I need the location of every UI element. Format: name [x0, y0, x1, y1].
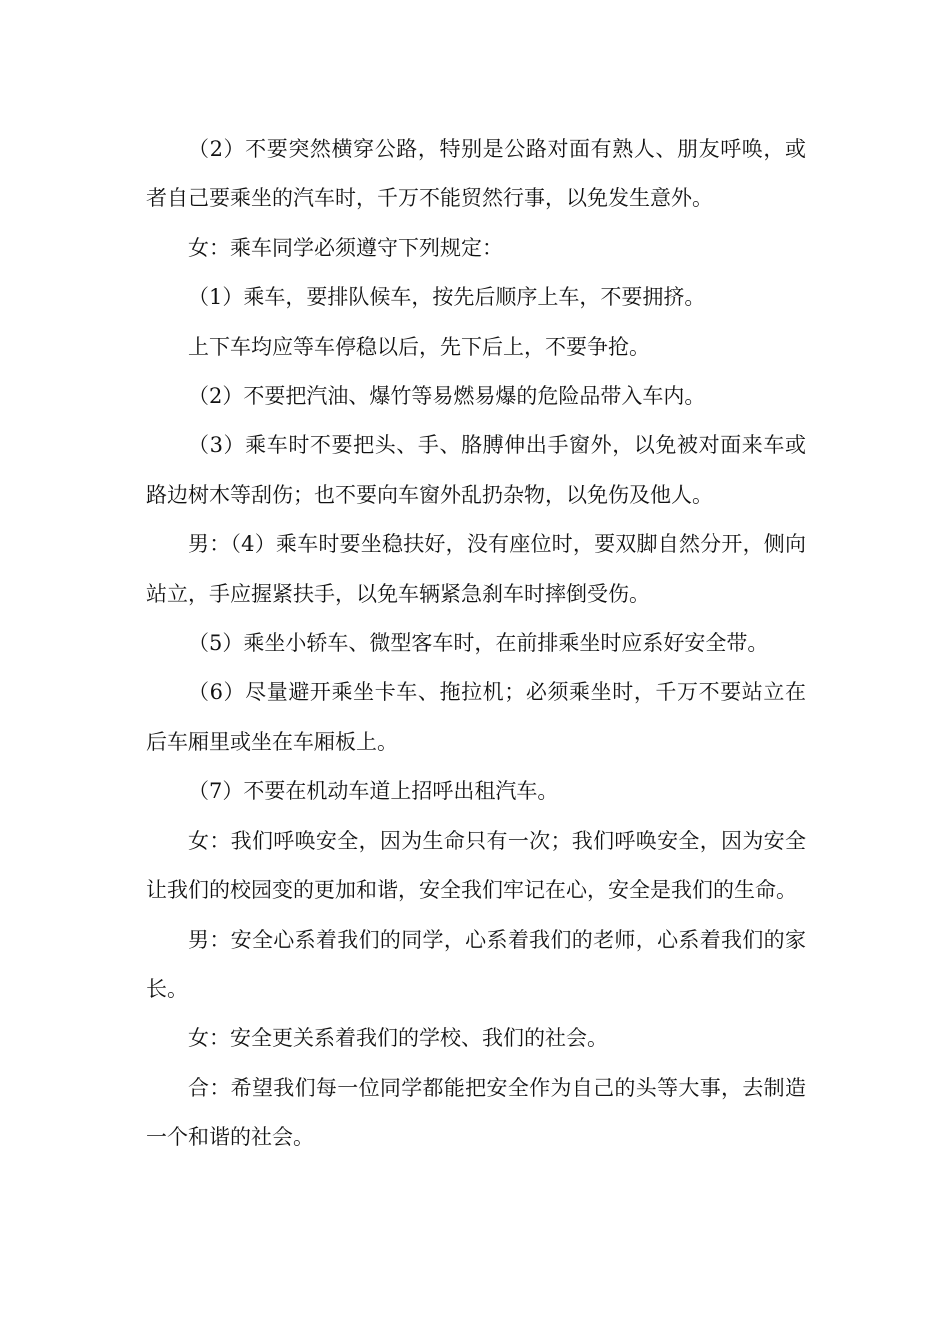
paragraph-school-society: 女：安全更关系着我们的学校、我们的社会。 — [188, 1026, 608, 1051]
paragraph-taxi: （7）不要在机动车道上招呼出租汽车。 — [188, 779, 559, 804]
paragraph-closing: 合：希望我们每一位同学都能把安全作为自己的头等大事，去制造一个和谐的社会。 — [146, 1075, 806, 1150]
paragraph-call-safety: 女：我们呼唤安全，因为生命只有一次；我们呼唤安全，因为安全让我们的校园变的更加和谐，安全我们牢记在心，安全是我们的生命。 — [146, 828, 806, 903]
paragraph-cross-road: （2）不要突然横穿公路，特别是公路对面有熟人、朋友呼唤，或者自己要乘坐的汽车时，千万不能贸然行事，以免发生意外。 — [146, 137, 806, 211]
paragraph-standing: 男：（4）乘车时要坐稳扶好，没有座位时，要双脚自然分开，侧向站立，手应握紧扶手，以免车辆紧急刹车时摔倒受伤。 — [146, 532, 806, 606]
paragraph-queue: （1）乘车，要排队候车，按先后顺序上车，不要拥挤。 — [188, 285, 706, 310]
paragraph-rules-intro: 女：乘车同学必须遵守下列规定： — [188, 235, 503, 260]
paragraph-seatbelt: （5）乘坐小轿车、微型客车时，在前排乘坐时应系好安全带。 — [188, 631, 769, 656]
paragraph-truck: （6）尽量避开乘坐卡车、拖拉机；必须乘坐时，千万不要站立在后车厢里或坐在车厢板上。 — [146, 680, 806, 754]
paragraph-dangerous-goods: （2）不要把汽油、爆竹等易燃易爆的危险品带入车内。 — [188, 384, 706, 409]
paragraph-care: 男：安全心系着我们的同学，心系着我们的老师，心系着我们的家长。 — [146, 927, 806, 1001]
paragraph-window: （3）乘车时不要把头、手、胳膊伸出手窗外，以免被对面来车或路边树木等刮伤；也不要向车窗外乱扔杂物，以免伤及他人。 — [146, 433, 806, 507]
document-body — [146, 125, 806, 1163]
paragraph-board-order: 上下车均应等车停稳以后，先下后上，不要争抢。 — [188, 334, 650, 359]
